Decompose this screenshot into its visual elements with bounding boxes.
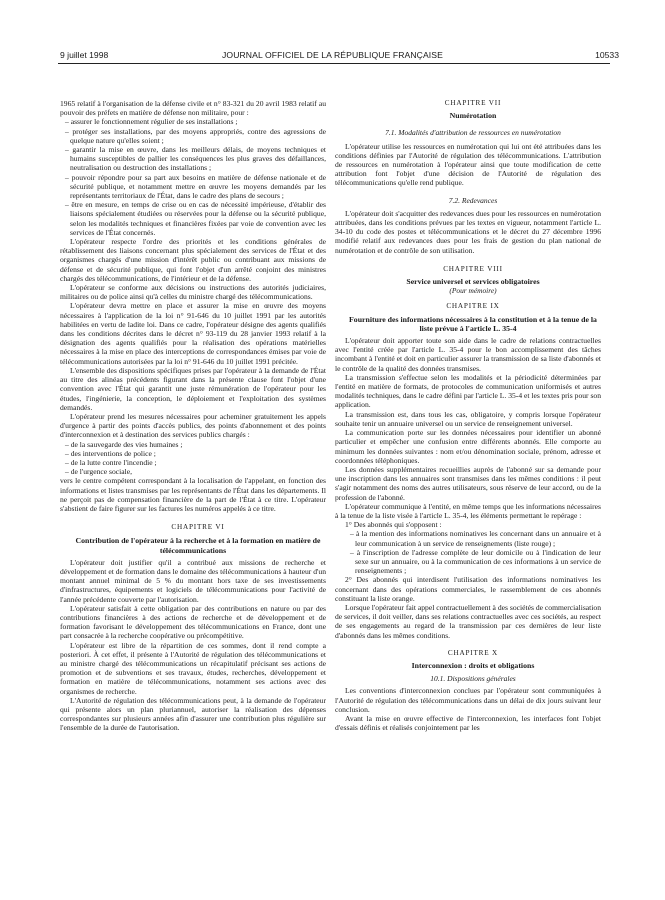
chapter-heading: CHAPITRE VII	[444, 99, 502, 107]
paragraph: vers le centre compétent correspondant à la localisation de l'appelant, en fonction des informations et listes transmises par les représentants de l'État dans les départements. Il ne perçoit pas de compensation financière de la part de l'État à ce titre. L'opérateur s'abstient de faire figurer sur les factures les numéros appelés à ce titre.	[60, 476, 326, 513]
paragraph: 2° Des abonnés qui interdisent l'utilisation des informations nominatives les concernant dans des opérations commerciales, le rassemblement de ces abonnés constituant la liste orange.	[335, 575, 601, 603]
chapter-heading: CHAPITRE IX	[446, 302, 500, 311]
chapter-title: Numérotation	[449, 111, 497, 121]
list-item: – de la sauvegarde des vies humaines ;	[65, 439, 183, 449]
paragraph: La transmission s'effectue selon les modalités et la périodicité déterminées par l'entité en matière de formats, de protocoles de communication uniformisés et autres modalités techniques, dans le cadre défini par l'article L. 35-4 et les textes pris pour son application.	[335, 372, 602, 410]
section-heading-text: 10.1. Dispositions générales	[430, 674, 516, 684]
chapter-title: Service universel et services obligatoires	[406, 277, 540, 287]
paragraph: L'opérateur doit apporter toute son aide dans le cadre de relations contractuelles avec l'entité créée par l'article L. 35-4 pour le bon accomplissement des tâches incombant à l'entité et doit en particulier assurer la transmission de sa liste d'abonnés et le contrôle de la qualité des données transmises.	[335, 336, 601, 373]
paragraph: Lorsque l'opérateur fait appel contractuellement à des sociétés de commercialisation de services, il doit veiller, dans ses relations contractuelles avec ces sociétés, au respect de ses engagements au regard de la transmission par ces dernières de leur liste d'abonnés dans les mêmes conditions.	[335, 602, 601, 640]
chapter-heading: CHAPITRE VIII	[443, 264, 503, 273]
paragraph: L'opérateur devra mettre en place et assurer la mise en œuvre des moyens nécessaires à l'application de la loi n° 91-646 du 10 juillet 1991 par les autorités habilitées en vertu de ladite loi. Dans ce cadre, l'opérateur désigne des agents qualifiés dans les conditions décrites dans le décret n° 93-119 du 28 janvier 1993 relatif à la désignation des agents qualifiés pour la réalisation des opérations matérielles nécessaires à la mise en place des interceptions de correspondances émises par voie de télécommunications autorisées par la loi n° 91-646 du 10 juillet 1991 précitée.	[60, 301, 326, 366]
section-heading	[335, 128, 601, 137]
list-item: – assurer le fonctionnement régulier de ses installations ;	[65, 117, 238, 127]
paragraph: Avant la mise en œuvre effective de l'interconnexion, les interfaces font l'objet d'essais définis et réalisés conjointement par les	[335, 713, 601, 733]
chapter-title: Contribution de l'opérateur à la recherche et à la formation en matière de télécommunications	[75, 536, 321, 555]
paragraph: L'opérateur est libre de la répartition de ces sommes, dont il rend compte a posteriori. À cet effet, il présente à l'Autorité de régulation des télécommunications et au ministre chargé des télécommunications un récapitulatif précisant ses actions de promotion et de subventions et ses travaux, études, recherches, développement et formation en matière de télécommunications, notamment ses actions avec des organismes de recherche.	[60, 640, 326, 696]
list-item: – garantir la mise en œuvre, dans les meilleurs délais, de moyens techniques et humains susceptibles de pallier les conséquences les plus graves des défaillances, neutralisation ou destruction des installations ;	[65, 145, 326, 173]
list-item: – à la mention des informations nominatives les concernant dans un annuaire et à leur communication à un service de renseignements (liste rouge) ;	[350, 529, 601, 548]
paragraph: L'opérateur doit justifier qu'il a contribué aux missions de recherche et développement et de formation dans le domaine des télécommunications à hauteur d'un montant annuel minimal de 5 % du montant hors taxe de ses investissements d'infrastructures, équipements et logiciels de télécommunications pour l'activité de l'année précédente couverte par l'autorisation.	[60, 557, 326, 604]
paragraph: L'ensemble des dispositions spécifiques prises par l'opérateur à la demande de l'État au titre des alinéas précédents figurant dans la présente clause font l'objet d'une convention avec l'État qui garantit une juste rémunération de l'opérateur pour les études, l'ingénierie, la conception, le déploiement et l'exploitation des systèmes demandés.	[60, 365, 326, 412]
paragraph: L'Autorité de régulation des télécommunications peut, à la demande de l'opérateur qui présente alors un plan pluriannuel, autoriser la réalisation des dépenses correspondantes sur plusieurs années afin d'assurer une contribution plus régulière sur l'ensemble de la durée de l'autorisation.	[60, 695, 326, 733]
left-column	[60, 99, 326, 733]
paragraph: L'opérateur doit s'acquitter des redevances dues pour les ressources en numérotation attribuées, dans les conditions prévues par les textes en vigueur, notamment l'article L. 34-10 du code des postes et télécommunications et le décret du 27 décembre 1996 modifié relatif aux redevances dues pour les frais de gestion du plan national de numérotation et de contrôle de son utilisation.	[335, 208, 601, 255]
chapter-subtitle: (Pour mémoire)	[449, 286, 497, 296]
list-item: – être en mesure, en temps de crise ou en cas de nécessité impérieuse, d'établir des liaisons spécialement étudiées ou réservées pour la défense ou la sécurité publique, selon les modalités techniques et financières fixées par voie de convention avec les services de l'État concernés.	[65, 200, 326, 237]
right-column	[335, 99, 601, 732]
paragraph: 1° Des abonnés qui s'opposent :	[345, 520, 442, 530]
paragraph: La communication porte sur les données nécessaires pour identifier un abonné particulier et empêcher une confusion entre différents abonnés. Elle comporte au minimum les données suivantes : nom et/ou dénomination sociale, prénom, adresse et coordonnées téléphoniques.	[335, 428, 601, 465]
chapter-heading: CHAPITRE X	[447, 648, 499, 657]
list-item: – de la lutte contre l'incendie ;	[65, 457, 157, 467]
section-heading	[335, 674, 601, 683]
header-rule	[58, 63, 610, 64]
paragraph: 1965 relatif à l'organisation de la défense civile et n° 83-321 du 20 avril 1983 relatif au pouvoir des préfets en matière de défense non militaire, pour :	[60, 99, 326, 118]
chapter-title: Interconnexion : droits et obligations	[411, 660, 535, 670]
paragraph: Les données supplémentaires recueillies auprès de l'abonné sur sa demande pour une inscription dans les annuaires sont transmises dans les mêmes conditions : il peut s'agir notamment des noms des autres utilisateurs, sous réserve de leur accord, ou de la profession de l'abonné.	[335, 464, 601, 502]
list-item: – pouvoir répondre pour sa part aux besoins en matière de défense nationale et de sécurité publique, et notamment mettre en œuvre les moyens demandés par les représentants territoriaux de l'État, dans le cadre des plans de secours ;	[65, 172, 326, 201]
paragraph: L'opérateur satisfait à cette obligation par des contributions en nature ou par des contributions financières à des actions de recherche et de développement et de formation favorisant le développement des télécommunications en France, dont une part consacrée à la recherche coopérative ou précompétitive.	[60, 603, 326, 641]
header-page-number: 10533	[595, 50, 619, 60]
paragraph: L'opérateur utilise les ressources en numérotation qui lui ont été attribuées dans les conditions définies par l'Autorité de régulation des télécommunications. L'attribution de ressources en numérotation à l'opérateur ainsi que toute modification de cette attribution font l'objet d'une décision de l'Autorité de régulation des télécommunications qu'elle rend publique.	[335, 141, 601, 188]
paragraph: L'opérateur se conforme aux décisions ou instructions des autorités judiciaires, militaires ou de police ainsi qu'à celles du ministre chargé des télécommunications.	[60, 283, 326, 302]
chapter-heading: CHAPITRE VI	[171, 523, 225, 532]
paragraph: L'opérateur communique à l'entité, en même temps que les informations nécessaires à la tenue de la liste visée à l'article L. 35-4, les éléments permettant le repérage :	[335, 501, 601, 520]
list-item: – à l'inscription de l'adresse complète de leur domicile ou à l'indication de leur sexe sur un annuaire, ou à la communication de ces informations à un service de renseignements ;	[350, 547, 601, 576]
paragraph: La transmission est, dans tous les cas, obligatoire, y compris lorsque l'opérateur souhaite tenir un annuaire universel ou un service de renseignement universel.	[335, 409, 601, 428]
chapter-title: Fourniture des informations nécessaires à la constitution et à la tenue de la liste prévue à l'article L. 35-4	[349, 314, 597, 333]
list-item: – des interventions de police ;	[65, 448, 156, 458]
page-header	[0, 0, 665, 62]
list-item: – protéger ses installations, par des moyens appropriés, contre des agressions de quelque nature qu'elles soient ;	[65, 126, 326, 145]
paragraph: Les conventions d'interconnexion conclues par l'opérateur sont communiquées à l'Autorité de régulation des télécommunications dans un délai de dix jours suivant leur conclusion.	[335, 686, 601, 714]
section-heading	[335, 196, 601, 205]
header-journal-title: JOURNAL OFFICIEL DE LA RÉPUBLIQUE FRANÇAISE	[222, 50, 443, 60]
section-heading-text: 7.1. Modalités d'attribution de ressources en numérotation	[385, 128, 561, 138]
header-date: 9 juillet 1998	[60, 50, 109, 60]
paragraph: L'opérateur prend les mesures nécessaires pour acheminer gratuitement les appels d'urgence à partir des points d'accès publics, des points d'abonnement et des points d'interconnexion et à destination des services publics chargés :	[60, 411, 326, 440]
paragraph: L'opérateur respecte l'ordre des priorités et les conditions générales de rétablissement des liaisons concernant plus spécialement des services de l'État et des organismes chargés d'une mission d'intérêt public ou contribuant aux missions de défense et de sécurité publique, qui font l'objet d'un arrêté conjoint des ministres chargés des télécommunications, de l'intérieur et de la défense.	[60, 237, 326, 283]
section-heading-text: 7.2. Redevances	[448, 195, 498, 205]
list-item: – de l'urgence sociale,	[65, 467, 133, 477]
